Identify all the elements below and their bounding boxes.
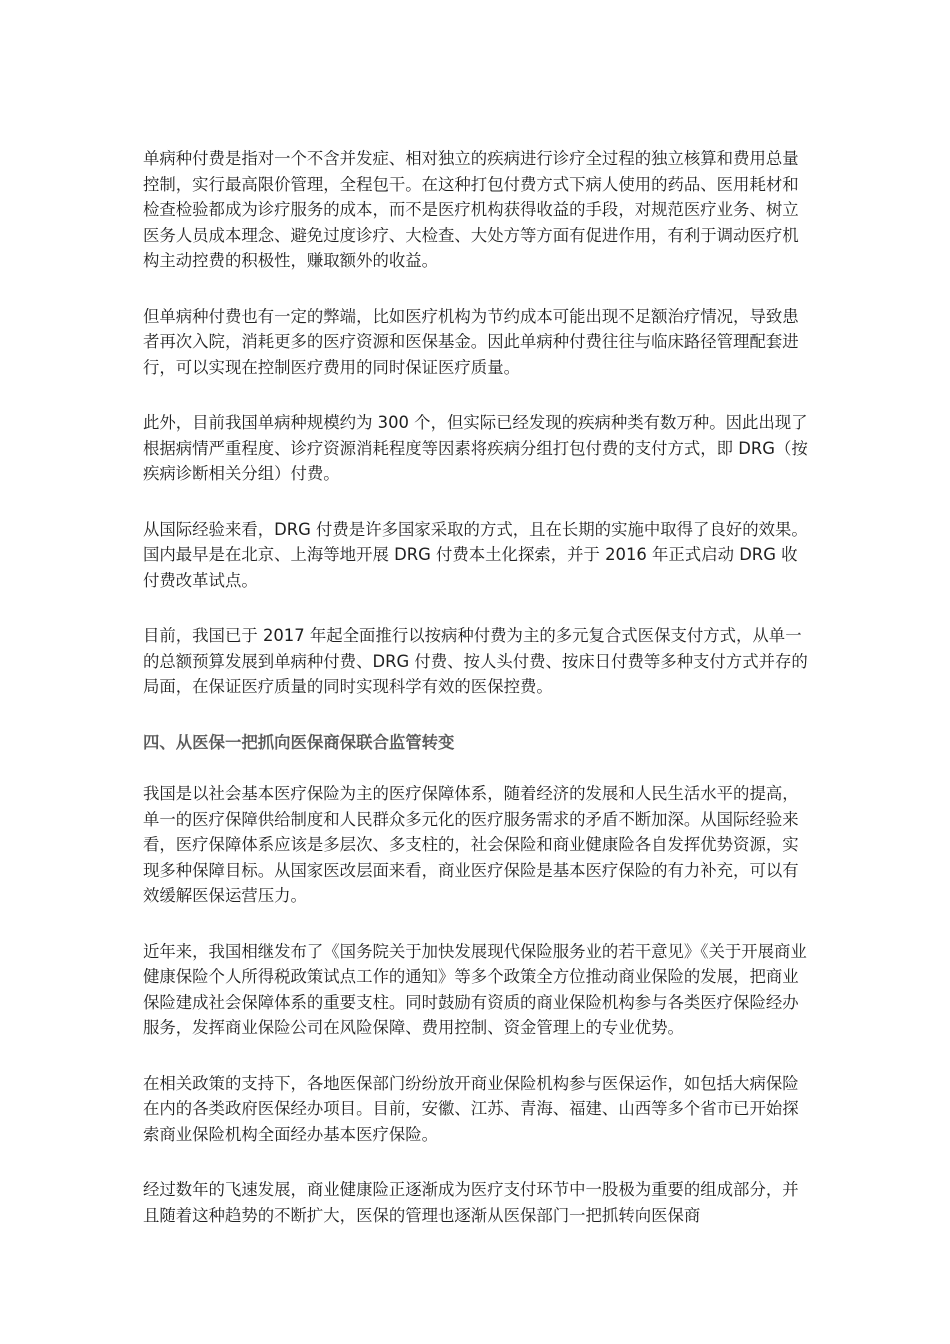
- paragraph-drawbacks: 但单病种付费也有一定的弊端，比如医疗机构为节约成本可能出现不足额治疗情况，导致患者再次入院，消耗更多的医疗资源和医保基金。因此单病种付费往往与临床路径管理配套进行，可以实现在控制医疗费用的同时保证医疗质量。: [143, 306, 799, 377]
- document-body: [143, 146, 809, 1258]
- paragraph-drg-intro: 此外，目前我国单病种规模约为 300 个，但实际已经发现的疾病种类有数万种。因此出现了根据病情严重程度、诊疗资源消耗程度等因素将疾病分组打包付费的支付方式，即 DRG（按疾病诊断相关分组）付费。: [143, 413, 808, 483]
- paragraph-single-disease-payment: 单病种付费是指对一个不含并发症、相对独立的疾病进行诊疗全过程的独立核算和费用总量控制，实行最高限价管理，全程包干。在这种打包付费方式下病人使用的药品、医用耗材和检查检验都成为诊疗服务的成本，而不是医疗机构获得收益的手段，对规范医疗业务、树立医务人员成本理念、避免过度诊疗、大检查、大处方等方面有促进作用，有利于调动医疗机构主动控费的积极性，赚取额外的收益。: [143, 149, 799, 270]
- paragraph-policies: 近年来，我国相继发布了《国务院关于加快发展现代保险服务业的若干意见》《关于开展商业健康保险个人所得税政策试点工作的通知》等多个政策全方位推动商业保险的发展，把商业保险建成社会保障体系的重要支柱。同时鼓励有资质的商业保险机构参与各类医疗保险经办服务，发挥商业保险公司在风险保障、费用控制、资金管理上的专业优势。: [143, 941, 807, 1037]
- paragraph-trend: 经过数年的飞速发展，商业健康险正逐渐成为医疗支付环节中一股极为重要的组成部分，并且随着这种趋势的不断扩大，医保的管理也逐渐从医保部门一把抓转向医保商: [143, 1180, 799, 1225]
- paragraph-insurance-system: 我国是以社会基本医疗保险为主的医疗保障体系，随着经济的发展和人民生活水平的提高，单一的医疗保障供给制度和人民群众多元化的医疗服务需求的矛盾不断加深。从国际经验来看，医疗保障体系应该是多层次、多支柱的，社会保险和商业健康险各自发挥优势资源，实现多种保障目标。从国家医改层面来看，商业医疗保险是基本医疗保险的有力补充，可以有效缓解医保运营压力。: [143, 784, 799, 905]
- paragraph-international-experience: 从国际经验来看，DRG 付费是许多国家采取的方式，且在长期的实施中取得了良好的效果。国内最早是在北京、上海等地开展 DRG 付费本土化探索，并于 2016 年正式启动 DRG 收付费改革试点。: [143, 519, 808, 590]
- section-heading: 四、从医保一把抓向医保商保联合监管转变: [143, 732, 455, 752]
- paragraph-current-status: 目前，我国已于 2017 年起全面推行以按病种付费为主的多元复合式医保支付方式，从单一的总额预算发展到单病种付费、DRG 付费、按人头付费、按床日付费等多种支付方式并存的局面，在保证医疗质量的同时实现科学有效的医保控费。: [143, 626, 808, 696]
- paragraph-local-practice: 在相关政策的支持下，各地医保部门纷纷放开商业保险机构参与医保运作，如包括大病保险在内的各类政府医保经办项目。目前，安徽、江苏、青海、福建、山西等多个省市已开始探索商业保险机构全面经办基本医疗保险。: [143, 1073, 799, 1144]
